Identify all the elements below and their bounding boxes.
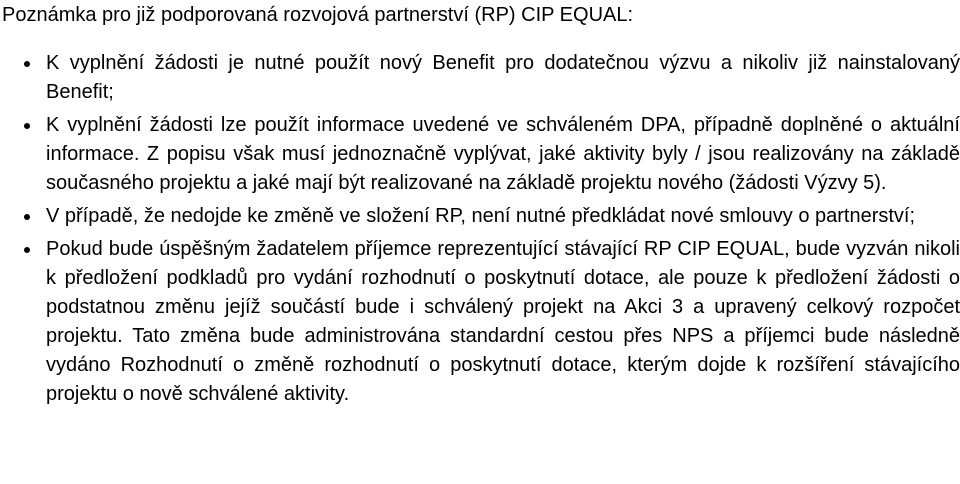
list-item-text: K vyplnění žádosti je nutné použít nový Benefit pro dodatečnou výzvu a nikoliv již nainstalovaný Benefit;	[46, 52, 960, 103]
list-item	[2, 235, 960, 409]
document-body	[2, 0, 960, 413]
bullet-icon	[24, 214, 30, 220]
list-item-text: Pokud bude úspěšným žadatelem příjemce reprezentující stávající RP CIP EQUAL, bude vyzván nikoli k předložení podkladů pro vydání rozhodnutí o poskytnutí dotace, ale pouze k předložení žádosti o podstatnou změnu jejíž součástí bude i schválený projekt na Akci 3 a upravený celkový rozpočet projektu. Tato změna bude administrována standardní cestou přes NPS a příjemci bude následně vydáno Rozhodnutí o změně rozhodnutí o poskytnutí dotace, kterým dojde k rozšíření stávajícího projektu o nově schválené aktivity.	[46, 238, 960, 405]
list-item	[2, 202, 960, 231]
list-item-text: V případě, že nedojde ke změně ve složení RP, není nutné předkládat nové smlouvy o partnerství;	[46, 205, 916, 227]
bullet-icon	[24, 61, 30, 67]
list-item	[2, 111, 960, 198]
bullet-icon	[24, 123, 30, 129]
note-heading: Poznámka pro již podporovaná rozvojová partnerství (RP) CIP EQUAL:	[2, 4, 634, 26]
bullet-icon	[24, 247, 30, 253]
list-item	[2, 49, 960, 107]
bullet-list	[2, 49, 960, 409]
list-item-text: K vyplnění žádosti lze použít informace uvedené ve schváleném DPA, případně doplněné o aktuální informace. Z popisu však musí jednoznačně vyplývat, jaké aktivity byly / jsou realizovány na základě současného projektu a jaké mají být realizované na základě projektu nového (žádosti Výzvy 5).	[46, 114, 960, 194]
